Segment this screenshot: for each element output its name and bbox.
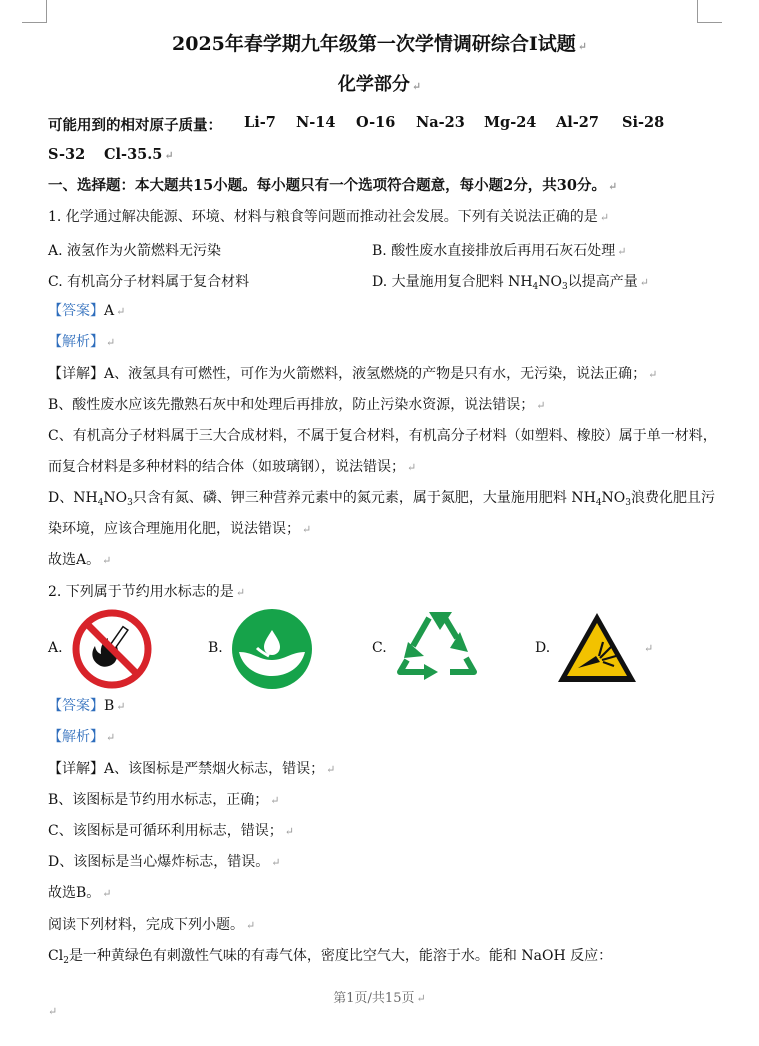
q2-label-c: C. xyxy=(372,640,387,656)
q2-detail-d xyxy=(48,853,280,872)
section-heading-text: 一、选择题：本大题共15小题。每小题只有一个选项符合题意，每小题2分，共30分。 xyxy=(48,177,606,194)
page-corner-mark-right xyxy=(697,0,722,23)
return-mark: ↵ xyxy=(48,1005,58,1018)
page-footer xyxy=(0,987,759,1006)
q1-detail-c2-text: 而复合材料是多种材料的结合体（如玻璃钢），说法错误； xyxy=(48,459,405,475)
detail-tag: 【详解】 xyxy=(48,366,104,382)
q1-conclusion-text: 故选A。 xyxy=(48,552,101,568)
d1-text-1: D、NH xyxy=(48,490,98,506)
return-mark: ↵ xyxy=(102,554,112,567)
answer-tag: 【答案】 xyxy=(48,303,104,319)
title-text: 2025年春学期九年级第一次学情调研综合I试题 xyxy=(172,33,576,55)
return-mark: ↵ xyxy=(102,887,112,900)
return-mark: ↵ xyxy=(271,856,281,869)
q2-label-b: B. xyxy=(208,640,223,656)
q2-detail-a xyxy=(48,760,335,779)
q2-label-d: D. xyxy=(535,640,551,656)
return-mark: ↵ xyxy=(639,276,649,289)
opt-d-text-3: 以提高产量 xyxy=(567,274,638,290)
q1-stem xyxy=(48,208,609,227)
return-mark: ↵ xyxy=(644,642,654,655)
material-intro-text: 阅读下列材料，完成下列小题。 xyxy=(48,917,244,933)
return-mark: ↵ xyxy=(648,368,658,381)
return-mark: ↵ xyxy=(577,40,587,53)
return-mark: ↵ xyxy=(326,763,336,776)
atomic-mass-o: O-16 xyxy=(356,114,396,131)
q1-option-b-text: B. 酸性废水直接排放后再用石灰石处理 xyxy=(372,243,616,259)
cl-mass-text: Cl-35.5 xyxy=(104,146,163,163)
return-mark: ↵ xyxy=(270,794,280,807)
q2-analysis xyxy=(48,728,115,747)
return-mark: ↵ xyxy=(536,399,546,412)
q1-option-b xyxy=(372,240,626,260)
q2-detail-c-text: C、该图标是可循环利用标志，错误； xyxy=(48,823,283,839)
atomic-mass-al: Al-27 xyxy=(556,114,599,131)
q1-answer xyxy=(48,302,125,321)
atomic-mass-label: 可能用到的相对原子质量： xyxy=(48,117,222,134)
d1-text-2: NO xyxy=(103,490,128,506)
return-mark: ↵ xyxy=(164,149,174,162)
answer-tag: 【答案】 xyxy=(48,698,104,714)
return-mark: ↵ xyxy=(246,919,256,932)
q2-label-a: A. xyxy=(48,640,63,656)
opt-d-text-1: D. 大量施用复合肥料 NH xyxy=(372,274,533,290)
page-number: 第1页/共15页 xyxy=(333,991,415,1006)
d1-text-5: 浪费化肥且污 xyxy=(631,490,716,506)
q1-detail-b-text: B、酸性废水应该先撒熟石灰中和处理后再排放，防止污染水资源，说法错误； xyxy=(48,397,535,413)
return-mark: ↵ xyxy=(284,825,294,838)
return-mark: ↵ xyxy=(235,586,246,599)
q1-option-c: C. 有机高分子材料属于复合材料 xyxy=(48,274,250,290)
d1-text-3: 只含有氮、磷、钾三种营养元素中的氮元素，属于氮肥，大量施用肥料 NH xyxy=(132,490,596,506)
q2-detail-a-text: A、该图标是严禁烟火标志，错误； xyxy=(104,761,325,777)
q2-conclusion xyxy=(48,884,112,903)
q2-stem-text: 2. 下列属于节约用水标志的是 xyxy=(48,584,234,600)
atomic-mass-na: Na-23 xyxy=(416,114,465,131)
q1-option-d xyxy=(372,271,649,292)
q1-stem-text: 1. 化学通过解决能源、环境、材料与粮食等问题而推动社会发展。下列有关说法正确的是 xyxy=(48,209,598,225)
explosive-warning-icon xyxy=(556,610,638,686)
atomic-mass-s: S-32 xyxy=(48,146,86,163)
return-mark: ↵ xyxy=(116,700,126,713)
q1-analysis xyxy=(48,333,115,352)
no-fire-icon xyxy=(71,608,153,690)
subscript: 3 xyxy=(127,498,133,508)
return-mark: ↵ xyxy=(407,461,417,474)
return-mark: ↵ xyxy=(607,180,618,193)
q1-detail-d1 xyxy=(48,489,715,512)
atomic-mass-li: Li-7 xyxy=(244,114,276,131)
q1-detail-b xyxy=(48,396,546,415)
q2-conclusion-text: 故选B。 xyxy=(48,885,101,901)
q1-conclusion xyxy=(48,551,111,570)
subscript: 3 xyxy=(625,498,632,508)
q2-detail-d-text: D、该图标是当心爆炸标志，错误。 xyxy=(48,854,270,870)
material-text-2: 是一种黄绿色有刺激性气味的有毒气体，密度比空气大，能溶于水。能和 NaOH 反应： xyxy=(68,948,613,964)
recycle-icon xyxy=(394,608,480,688)
material-text xyxy=(48,947,612,970)
material-intro xyxy=(48,916,255,935)
q1-detail-d2-text: 染环境，应该合理施用化肥，说法错误； xyxy=(48,521,300,537)
atomic-mass-mg: Mg-24 xyxy=(484,114,537,131)
subscript: 4 xyxy=(97,498,104,508)
q1-detail-c2 xyxy=(48,458,416,477)
q2-answer xyxy=(48,697,126,716)
return-mark: ↵ xyxy=(416,992,426,1005)
return-mark: ↵ xyxy=(411,80,422,93)
material-text-1: Cl xyxy=(48,948,64,964)
document-subtitle xyxy=(0,76,759,96)
atomic-mass-cl xyxy=(104,146,174,163)
subscript: 2 xyxy=(63,956,69,966)
return-mark: ↵ xyxy=(106,731,116,744)
q2-detail-b-text: B、该图标是节约用水标志，正确； xyxy=(48,792,269,808)
return-mark: ↵ xyxy=(599,211,610,224)
subtitle-text: 化学部分 xyxy=(337,74,410,95)
return-mark: ↵ xyxy=(617,245,627,258)
q1-detail-c1: C、有机高分子材料属于三大合成材料，不属于复合材料，有机高分子材料（如塑料、橡胶）属于单一材料， xyxy=(48,428,717,444)
return-mark: ↵ xyxy=(106,336,116,349)
subscript: 3 xyxy=(562,282,568,292)
q1-detail-d2 xyxy=(48,520,311,539)
q2-detail-c xyxy=(48,822,294,841)
water-saving-icon xyxy=(231,608,313,690)
return-mark: ↵ xyxy=(116,305,126,318)
analysis-tag: 【解析】 xyxy=(48,729,104,745)
atomic-mass-n: N-14 xyxy=(296,114,336,131)
q2-stem xyxy=(48,583,245,602)
q1-detail-a xyxy=(48,365,657,384)
section-heading xyxy=(48,177,617,196)
q1-detail-a-text: A、液氢具有可燃性，可作为火箭燃料，液氢燃烧的产物是只有水，无污染，说法正确； xyxy=(104,366,647,382)
q1-option-a: A. 液氢作为火箭燃料无污染 xyxy=(48,243,222,259)
q2-answer-value: B xyxy=(104,698,115,714)
opt-d-text-2: NO xyxy=(538,274,563,290)
document-title xyxy=(0,35,759,56)
page-corner-mark-left xyxy=(22,0,47,23)
d1-text-4: NO xyxy=(601,490,626,506)
subscript: 4 xyxy=(532,282,539,292)
analysis-tag: 【解析】 xyxy=(48,334,104,350)
q1-answer-value: A xyxy=(104,303,115,319)
q2-detail-b xyxy=(48,791,280,810)
return-mark: ↵ xyxy=(302,523,312,536)
detail-tag: 【详解】 xyxy=(48,761,104,777)
atomic-mass-si: Si-28 xyxy=(622,114,665,131)
subscript: 4 xyxy=(595,498,602,508)
